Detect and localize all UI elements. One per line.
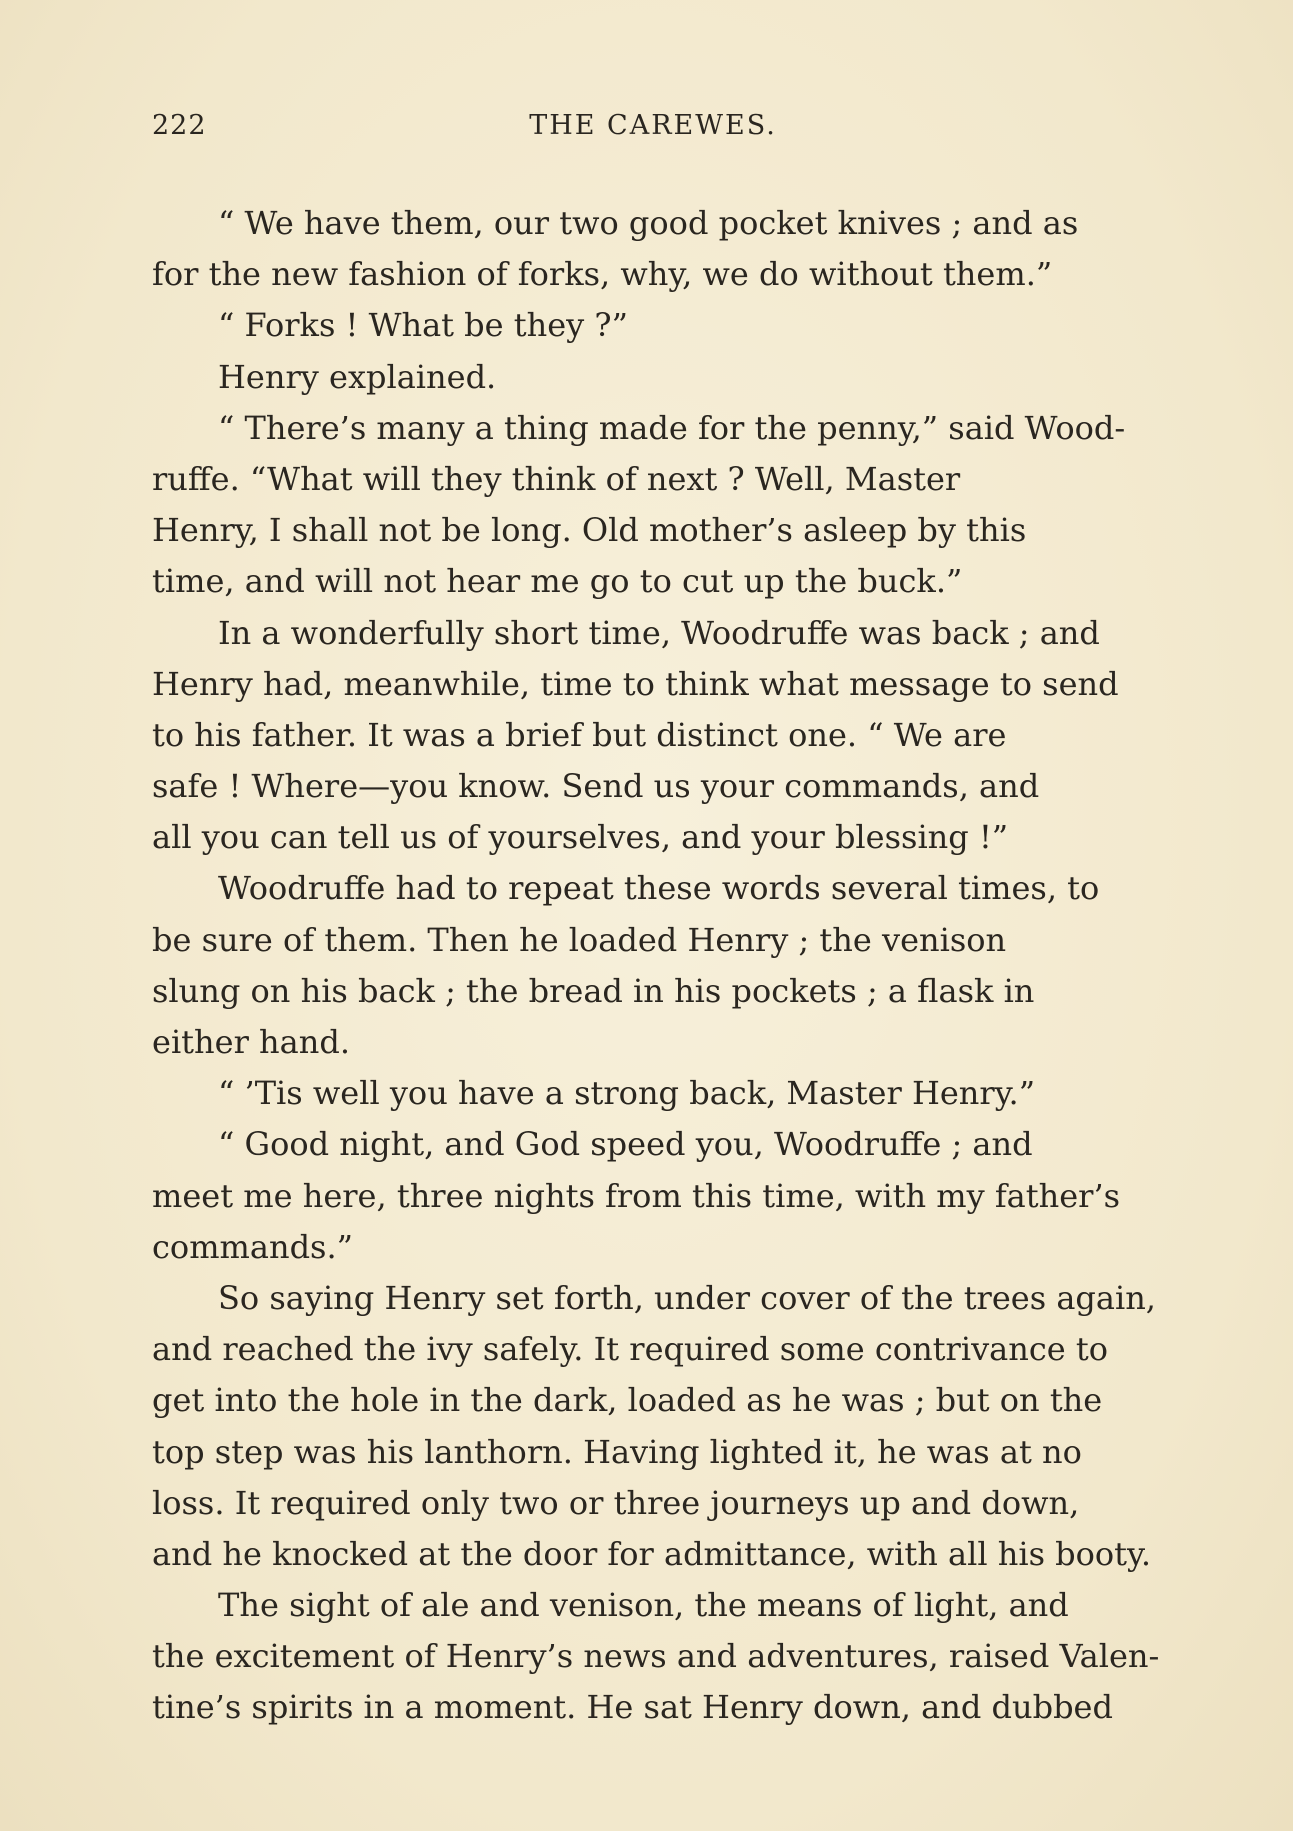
text-line: all you can tell us of yourselves, and your blessing !” bbox=[152, 818, 1009, 857]
page-number: 222 bbox=[152, 110, 207, 141]
text-line: either hand. bbox=[152, 1023, 350, 1061]
text-line: ruffe. “What will they think of next ? Well, Master bbox=[152, 459, 961, 498]
text-line: “ Forks ! What be they ?” bbox=[218, 306, 628, 345]
text-line: tine’s spirits in a moment. He sat Henry down, and dubbed bbox=[152, 1688, 1113, 1727]
text-line: loss. It required only two or three journeys up and down, bbox=[152, 1483, 1080, 1522]
text-line: time, and will not hear me go to cut up the buck.” bbox=[152, 562, 963, 601]
text-line: safe ! Where—you know. Send us your commands, and bbox=[152, 767, 1040, 806]
book-title: THE CAREWES. bbox=[529, 110, 777, 141]
text-line: “ Good night, and God speed you, Woodruffe ; and bbox=[218, 1125, 1033, 1164]
text-line: commands.” bbox=[152, 1227, 353, 1266]
text-line: So saying Henry set forth, under cover of the trees again, bbox=[218, 1278, 1156, 1317]
text-line: The sight of ale and venison, the means of light, and bbox=[218, 1586, 1069, 1625]
text-line: get into the hole in the dark, loaded as he was ; but on the bbox=[152, 1381, 1103, 1420]
text-line: and reached the ivy safely. It required some contrivance to bbox=[152, 1330, 1108, 1369]
text-line: to his father. It was a brief but distinct one. “ We are bbox=[152, 715, 1007, 754]
text-line: “ We have them, our two good pocket knives ; and as bbox=[218, 204, 1079, 242]
text-line: Henry had, meanwhile, time to think what message to send bbox=[152, 664, 1119, 703]
text-line: for the new fashion of forks, why, we do without them.” bbox=[152, 255, 1053, 294]
text-line: meet me here, three nights from this time, with my father’s bbox=[152, 1176, 1121, 1215]
text-line: and he knocked at the door for admittance, with all his booty. bbox=[152, 1534, 1152, 1573]
text-line: “ ’Tis well you have a strong back, Master Henry.” bbox=[218, 1074, 1036, 1113]
text-line: be sure of them. Then he loaded Henry ; the venison bbox=[152, 920, 1007, 959]
text-line: Woodruffe had to repeat these words several times, to bbox=[218, 869, 1100, 908]
text-line: Henry explained. bbox=[218, 357, 497, 396]
text-line: Henry, I shall not be long. Old mother’s asleep by this bbox=[152, 511, 1027, 550]
body-text bbox=[152, 198, 1210, 1734]
text-line: the excitement of Henry’s news and adventures, raised Valen- bbox=[152, 1637, 1160, 1676]
text-line: slung on his back ; the bread in his pockets ; a flask in bbox=[152, 971, 1035, 1010]
text-line: In a wonderfully short time, Woodruffe was back ; and bbox=[218, 613, 1100, 652]
text-line: “ There’s many a thing made for the penny,” said Wood- bbox=[218, 408, 1126, 447]
running-head bbox=[152, 110, 1154, 150]
text-line: top step was his lanthorn. Having lighted it, he was at no bbox=[152, 1432, 1082, 1471]
